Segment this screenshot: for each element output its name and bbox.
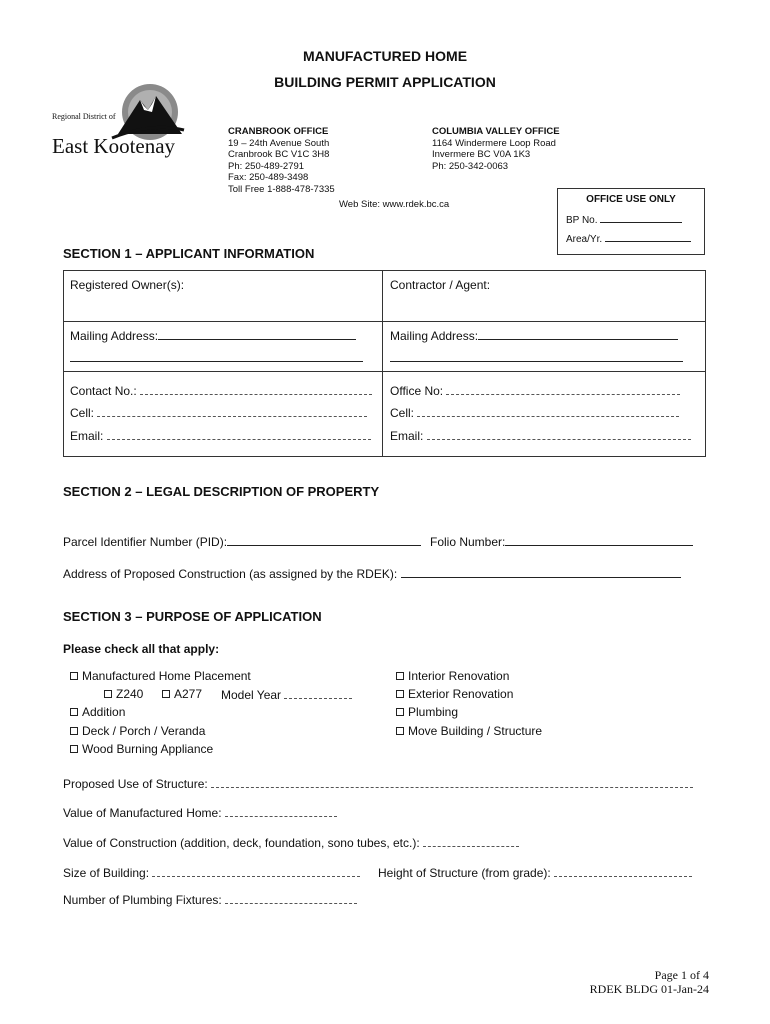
cranbrook-line4: Fax: 250-489-3498	[228, 172, 309, 183]
contact-no-line	[140, 383, 372, 395]
applicant-info-table	[63, 270, 706, 457]
folio-line	[505, 534, 693, 546]
checkbox-exterior[interactable]	[396, 687, 513, 701]
model-year-field[interactable]	[221, 687, 352, 702]
cell-right-label: Cell:	[390, 406, 415, 420]
exterior-checkbox[interactable]	[396, 690, 404, 698]
interior-checkbox[interactable]	[396, 672, 404, 680]
office-use-title: OFFICE USE ONLY	[586, 194, 676, 205]
value-construction-label: Value of Construction (addition, deck, foundation, sono tubes, etc.):	[63, 836, 420, 850]
cell-right-field[interactable]	[390, 405, 679, 420]
mailing-address-left-label: Mailing Address:	[70, 329, 159, 343]
a277-checkbox[interactable]	[162, 690, 170, 698]
checkbox-a277[interactable]	[162, 687, 202, 701]
z240-checkbox[interactable]	[104, 690, 112, 698]
logo-small-text: Regional District of	[52, 112, 116, 121]
wood-burning-checkbox[interactable]	[70, 745, 78, 753]
mailing-address-right-label: Mailing Address:	[390, 329, 479, 343]
pid-label: Parcel Identifier Number (PID):	[63, 535, 228, 549]
page-footer	[590, 968, 709, 996]
plumbing-fixtures-field[interactable]	[63, 892, 357, 907]
cranbrook-line2: Cranbrook BC V1C 3H8	[228, 149, 330, 160]
size-building-label: Size of Building:	[63, 866, 150, 880]
value-mh-field[interactable]	[63, 805, 337, 820]
deck-label: Deck / Porch / Veranda	[82, 724, 206, 738]
checkbox-deck[interactable]	[70, 724, 205, 738]
height-structure-field[interactable]	[378, 865, 692, 880]
logo-big-text: East Kootenay	[52, 134, 176, 158]
plumbing-fixtures-line	[225, 892, 357, 904]
columbia-line2: Invermere BC V0A 1K3	[432, 149, 531, 160]
checkbox-addition[interactable]	[70, 705, 125, 719]
section1-title: SECTION 1 – APPLICANT INFORMATION	[63, 246, 315, 261]
a277-label: A277	[174, 687, 203, 701]
height-structure-label: Height of Structure (from grade):	[378, 866, 551, 880]
columbia-office-name: COLUMBIA VALLEY OFFICE	[432, 126, 560, 137]
area-label: Area/Yr.	[566, 234, 603, 245]
construction-address-label: Address of Proposed Construction (as assigned by the RDEK):	[63, 567, 398, 581]
email-left-field[interactable]	[70, 428, 371, 443]
deck-checkbox[interactable]	[70, 727, 78, 735]
plumbing-checkbox[interactable]	[396, 708, 404, 716]
mailing-left-line2[interactable]	[70, 361, 363, 362]
office-use-box	[557, 188, 705, 255]
table-vertical-divider	[382, 271, 383, 456]
checkbox-plumbing[interactable]	[396, 705, 458, 719]
table-divider-2	[64, 371, 705, 372]
addition-label: Addition	[82, 705, 126, 719]
email-right-line	[427, 428, 691, 440]
office-no-line	[446, 383, 680, 395]
section2-title: SECTION 2 – LEGAL DESCRIPTION OF PROPERTY	[63, 484, 380, 499]
rdek-logo	[52, 82, 192, 162]
email-left-label: Email:	[70, 429, 104, 443]
cell-left-label: Cell:	[70, 406, 95, 420]
checkbox-move-building[interactable]	[396, 724, 542, 738]
bp-label: BP No.	[566, 215, 598, 226]
cell-left-field[interactable]	[70, 405, 367, 420]
office-no-field[interactable]	[390, 383, 680, 398]
mailing-right-line2[interactable]	[390, 361, 683, 362]
cranbrook-office-name: CRANBROOK OFFICE	[228, 126, 329, 137]
checkbox-interior[interactable]	[396, 669, 509, 683]
cranbrook-line1: 19 – 24th Avenue South	[228, 137, 330, 149]
size-building-field[interactable]	[63, 865, 360, 880]
pid-field[interactable]	[63, 534, 421, 549]
columbia-office	[432, 126, 560, 172]
contact-no-field[interactable]	[70, 383, 372, 398]
form-code: RDEK BLDG 01-Jan-24	[589, 982, 709, 996]
value-construction-field[interactable]	[63, 835, 519, 850]
construction-address-field[interactable]	[63, 566, 681, 581]
cranbrook-line5: Toll Free 1-888-478-7335	[228, 183, 335, 195]
interior-label: Interior Renovation	[408, 669, 510, 683]
columbia-line1: 1164 Windermere Loop Road	[432, 137, 556, 149]
mailing-right-line	[478, 328, 678, 340]
wood-burning-label: Wood Burning Appliance	[82, 742, 214, 756]
checkbox-z240[interactable]	[104, 687, 143, 701]
construction-address-line	[401, 566, 681, 578]
addition-checkbox[interactable]	[70, 708, 78, 716]
height-structure-line	[554, 865, 692, 877]
website-text: Web Site: www.rdek.bc.ca	[339, 199, 450, 210]
checkbox-wood-burning[interactable]	[70, 742, 213, 756]
registered-owner-field[interactable]: Registered Owner(s):	[70, 278, 185, 292]
move-building-label: Move Building / Structure	[408, 724, 543, 738]
section3-title: SECTION 3 – PURPOSE OF APPLICATION	[63, 609, 322, 624]
bp-number-field[interactable]	[566, 211, 682, 226]
pid-line	[227, 534, 421, 546]
move-building-checkbox[interactable]	[396, 727, 404, 735]
form-title-line1: MANUFACTURED HOME	[302, 48, 468, 64]
plumbing-label: Plumbing	[408, 705, 459, 719]
proposed-use-line	[211, 776, 693, 788]
checkbox-mh-placement[interactable]	[70, 669, 251, 683]
value-construction-line	[423, 835, 519, 847]
mailing-address-right-field[interactable]	[390, 328, 678, 343]
form-title-line2: BUILDING PERMIT APPLICATION	[274, 74, 496, 90]
exterior-label: Exterior Renovation	[408, 687, 514, 701]
cell-right-line	[417, 405, 679, 417]
mh-placement-label: Manufactured Home Placement	[82, 669, 251, 683]
contractor-agent-field[interactable]: Contractor / Agent:	[390, 278, 491, 292]
cranbrook-office	[228, 126, 335, 195]
page-number: Page 1 of 4	[654, 968, 709, 982]
z240-label: Z240	[116, 687, 144, 701]
model-year-label: Model Year	[221, 688, 282, 702]
table-divider-1	[64, 321, 705, 322]
cranbrook-line3: Ph: 250-489-2791	[228, 160, 305, 172]
plumbing-fixtures-label: Number of Plumbing Fixtures:	[63, 893, 222, 907]
area-year-field[interactable]	[566, 230, 691, 245]
value-mh-line	[225, 805, 337, 817]
columbia-line3: Ph: 250-342-0063	[432, 160, 509, 172]
mailing-address-left-field[interactable]	[70, 328, 356, 343]
email-left-line	[107, 428, 371, 440]
area-line	[605, 230, 691, 242]
office-no-label: Office No:	[390, 384, 444, 398]
email-right-label: Email:	[390, 429, 424, 443]
folio-label: Folio Number:	[430, 535, 506, 549]
size-building-line	[152, 865, 360, 877]
model-year-line	[284, 687, 352, 699]
cell-left-line	[97, 405, 367, 417]
email-right-field[interactable]	[390, 428, 691, 443]
value-mh-label: Value of Manufactured Home:	[63, 806, 222, 820]
folio-field[interactable]	[430, 534, 693, 549]
proposed-use-field[interactable]	[63, 776, 693, 791]
mh-placement-checkbox[interactable]	[70, 672, 78, 680]
check-all-instruction: Please check all that apply:	[63, 642, 220, 656]
bp-line	[600, 211, 682, 223]
mailing-left-line	[158, 328, 356, 340]
proposed-use-label: Proposed Use of Structure:	[63, 777, 208, 791]
contact-no-label: Contact No.:	[70, 384, 137, 398]
